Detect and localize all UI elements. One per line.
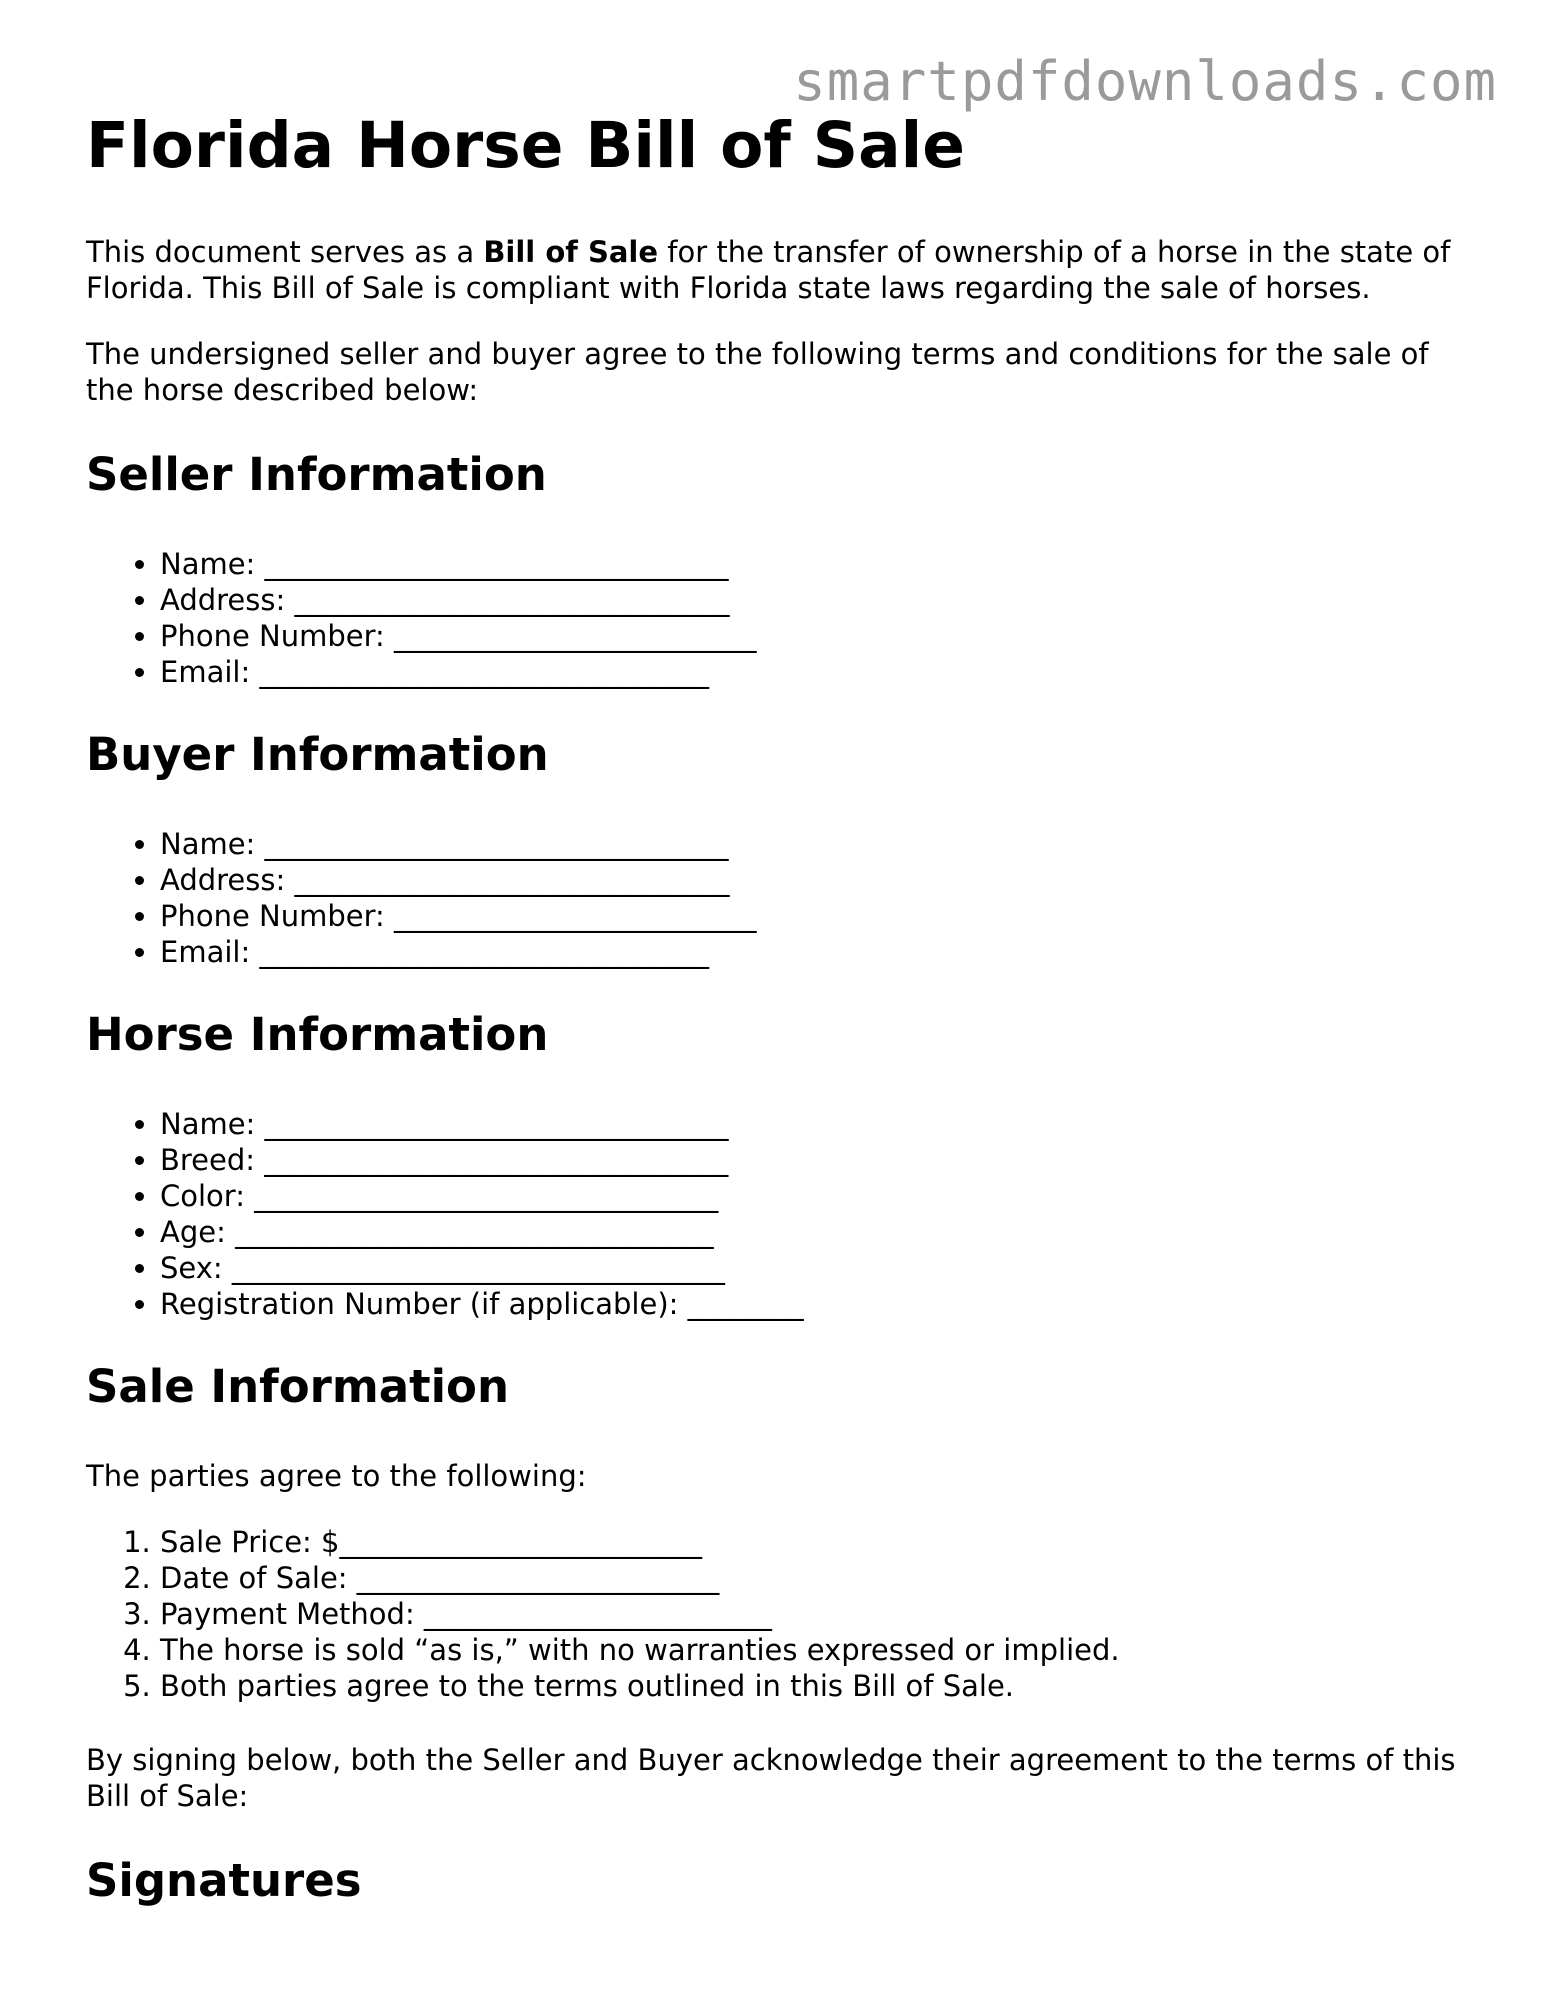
horse-heading: Horse Information: [86, 1008, 549, 1061]
seller-email-field: • Email: _______________________________: [160, 654, 1466, 690]
payment-method-field: 3. Payment Method: ________________________: [160, 1596, 1466, 1632]
buyer-heading: Buyer Information: [86, 728, 549, 781]
intro-suffix: for the transfer of ownership of a horse in the state of Florida. This Bill of Sale is compliant with Florida state laws regarding the sale of horses.: [86, 235, 1451, 305]
horse-breed-field: • Breed: ________________________________: [160, 1142, 1466, 1178]
buyer-name-field: • Name: ________________________________: [160, 826, 1466, 862]
horse-age-field: • Age: _________________________________: [160, 1214, 1466, 1250]
acknowledge-paragraph: By signing below, both the Seller and Buyer acknowledge their agreement to the terms of this Bill of Sale:: [86, 1743, 1456, 1813]
sale-heading: Sale Information: [86, 1360, 509, 1413]
sale-price-field: 1. Sale Price: $_________________________: [160, 1524, 1466, 1560]
horse-sex-field: • Sex: __________________________________: [160, 1250, 1466, 1286]
horse-list: [86, 1106, 1466, 1322]
buyer-list: [86, 826, 1466, 970]
intro-paragraph: [86, 234, 1466, 306]
signatures-heading: Signatures: [86, 1854, 362, 1907]
buyer-phone-field: • Phone Number: _________________________: [160, 898, 1466, 934]
page-title: Florida Horse Bill of Sale: [86, 109, 965, 182]
sale-intro: The parties agree to the following:: [86, 1459, 587, 1493]
horse-registration-field: • Registration Number (if applicable): ________: [160, 1286, 1466, 1322]
agreement-paragraph: The undersigned seller and buyer agree to the following terms and conditions for the sale of the horse described below:: [86, 337, 1429, 407]
horse-color-field: • Color: ________________________________: [160, 1178, 1466, 1214]
watermark: smartpdfdownloads.com: [793, 50, 1497, 113]
sale-date-field: 2. Date of Sale: _________________________: [160, 1560, 1466, 1596]
sale-terms-list: [86, 1524, 1466, 1704]
seller-name-field: • Name: ________________________________: [160, 546, 1466, 582]
intro-bold: Bill of Sale: [483, 235, 659, 269]
buyer-email-field: • Email: _______________________________: [160, 934, 1466, 970]
agreement-term: 5. Both parties agree to the terms outlined in this Bill of Sale.: [160, 1668, 1466, 1704]
seller-heading: Seller Information: [86, 448, 547, 501]
seller-list: [86, 546, 1466, 690]
document-page: [86, 106, 1466, 1952]
seller-phone-field: • Phone Number: _________________________: [160, 618, 1466, 654]
seller-address-field: • Address: ______________________________: [160, 582, 1466, 618]
buyer-address-field: • Address: ______________________________: [160, 862, 1466, 898]
as-is-term: 4. The horse is sold “as is,” with no warranties expressed or implied.: [160, 1632, 1466, 1668]
intro-prefix: This document serves as a: [86, 235, 484, 269]
horse-name-field: • Name: ________________________________: [160, 1106, 1466, 1142]
